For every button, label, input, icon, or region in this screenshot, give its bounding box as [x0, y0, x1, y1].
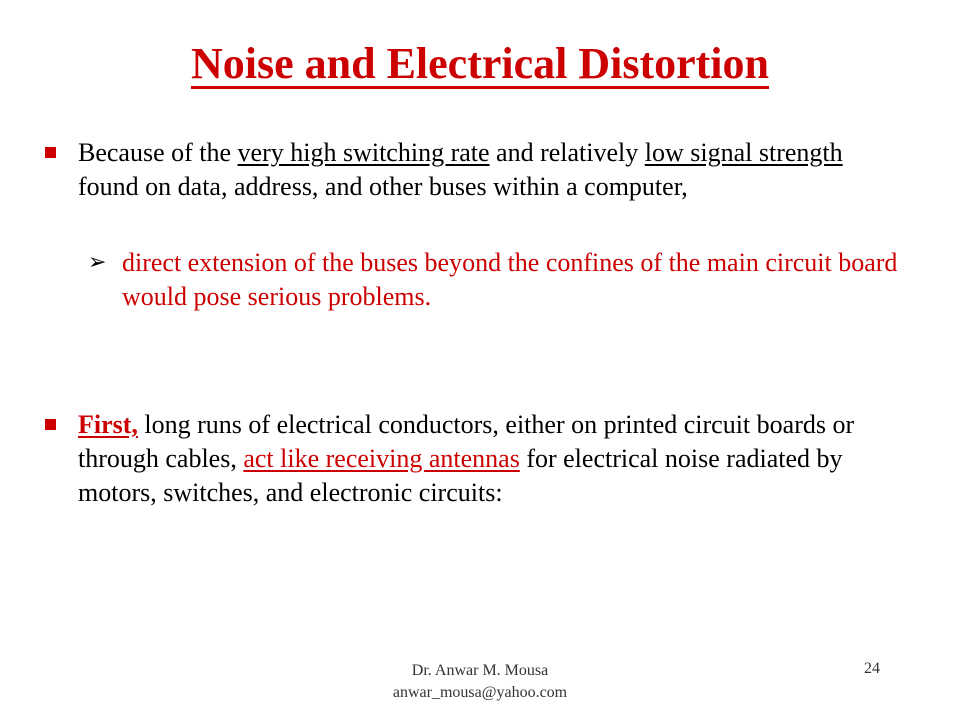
bullet-text: and relatively: [489, 138, 645, 167]
bullet-switching-rate: [78, 136, 908, 204]
underlined-phrase: very high switching rate: [237, 138, 490, 167]
sub-bullet-direct-extension: [88, 246, 912, 314]
underlined-phrase: act like receiving antennas: [243, 444, 520, 473]
bullet-text: Because of the: [78, 138, 238, 167]
bullet-lead-word: First,: [78, 410, 138, 439]
square-bullet-icon: [45, 147, 56, 158]
underlined-phrase: low signal strength: [644, 138, 843, 167]
bullet-text: for electrical noise radiated by motors, switches, and electronic circuits:: [78, 444, 843, 507]
footer-email: anwar_mousa@yahoo.com: [392, 684, 568, 701]
square-bullet-icon: [45, 419, 56, 430]
bullet-text: found on data, address, and other buses within a computer,: [78, 172, 688, 201]
slide-title: Noise and Electrical Distortion: [190, 39, 770, 88]
footer-author: Dr. Anwar M. Mousa: [411, 662, 549, 679]
sub-bullet-text: direct extension of the buses beyond the confines of the main circuit board would pose serious problems.: [122, 248, 898, 311]
arrow-bullet-icon: ➢: [88, 250, 107, 275]
page-number: 24: [864, 660, 880, 677]
bullet-text: long runs of electrical conductors, either on printed circuit boards or through cables,: [78, 410, 855, 473]
bullet-first-long-runs: [78, 408, 908, 510]
